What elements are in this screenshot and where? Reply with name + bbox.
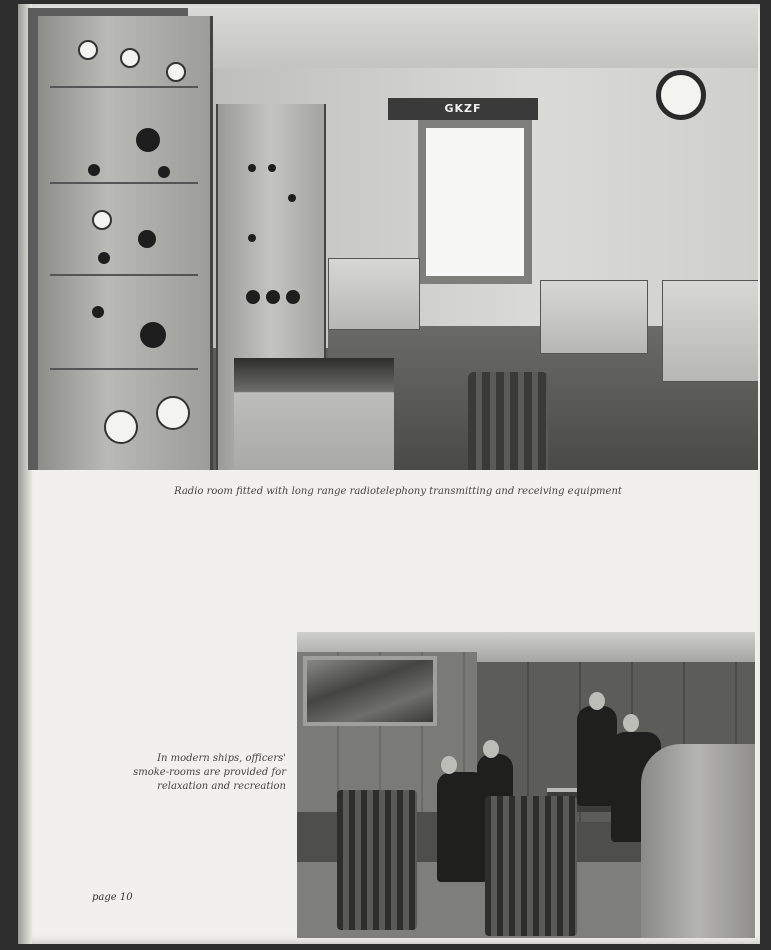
call-sign-plate: GKZF <box>388 98 538 120</box>
receiver-unit <box>328 258 420 330</box>
seated-officer <box>437 772 487 882</box>
porthole-window <box>418 120 532 284</box>
page-number: page 10 <box>92 892 133 903</box>
radio-room-caption: Radio room fitted with long range radiotelephony transmitting and receiving equipment <box>174 486 622 497</box>
framed-painting <box>303 656 437 726</box>
control-table <box>234 358 394 470</box>
wing-chair <box>641 744 755 938</box>
smoke-room-photo <box>297 632 755 938</box>
transmitter-rack <box>38 16 213 470</box>
smoke-room-caption: In modern ships, officers' smoke-rooms are provided for relaxation and recreation <box>133 753 286 792</box>
book-page <box>18 4 760 944</box>
operator-chair <box>468 372 548 470</box>
receiver-unit <box>540 280 648 354</box>
radio-room-photo <box>28 8 758 470</box>
chair <box>485 796 577 936</box>
wall-clock <box>656 70 706 120</box>
chair <box>337 790 417 930</box>
speaker-unit <box>662 280 758 382</box>
